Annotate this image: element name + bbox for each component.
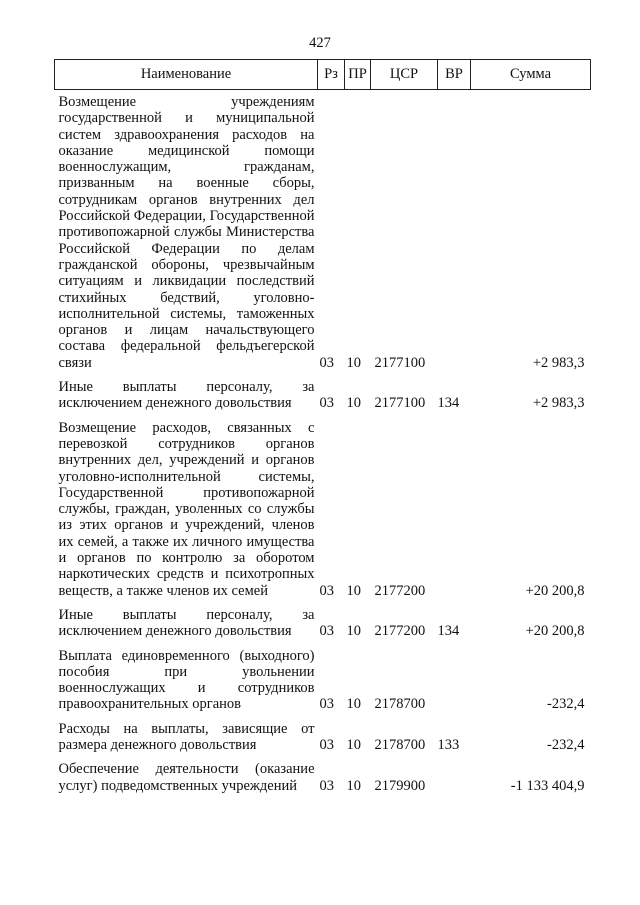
row-vr (438, 412, 471, 599)
row-rz: 03 (319, 696, 334, 713)
table-row (55, 599, 591, 640)
row-name: Иные выплаты персоналу, за исключением денежного довольствия (58, 379, 315, 412)
row-csr: 2179900 (374, 777, 426, 794)
row-pr: 10 (346, 623, 361, 640)
row-csr: 2177200 (374, 582, 426, 599)
row-pr: 10 (346, 736, 361, 753)
header-vr: ВР (438, 60, 471, 90)
row-vr: 134 (437, 395, 460, 412)
header-rz: Рз (318, 60, 345, 90)
header-csr: ЦСР (371, 60, 438, 90)
header-name: Наименование (55, 60, 318, 90)
row-sum: +20 200,8 (525, 582, 585, 599)
header-row (55, 60, 591, 90)
row-rz: 03 (319, 582, 334, 599)
row-pr: 10 (346, 777, 361, 794)
row-name: Обеспечение деятельности (оказание услуг) подведомственных учреждений (58, 761, 315, 794)
row-vr (438, 90, 471, 372)
table-row (55, 412, 591, 599)
row-sum: +20 200,8 (525, 623, 585, 640)
row-csr: 2178700 (374, 736, 426, 753)
row-rz: 03 (319, 395, 334, 412)
row-rz: 03 (319, 736, 334, 753)
row-name: Расходы на выплаты, зависящие от размера денежного довольствия (58, 720, 315, 753)
row-vr (438, 753, 471, 794)
row-name: Возмещение учреждениям государственной и муниципальной систем здравоохранения расходов на оказание медицинской помощи военнослужащим, гражданам, призванным на военные сборы, сотрудникам органов внутренних дел Российской Федерации, Государственной противопожарной службы Министерства Российской Федерации по делам гражданской обороны, чрезвычайным ситуациям и ликвидации последствий стихийных бедствий, уголовно-исполнительной системы, таможенных органов и лицам начальствующего состава федеральной фельдъегерской связи (58, 94, 315, 371)
row-rz: 03 (319, 354, 334, 371)
row-name: Возмещение расходов, связанных с перевозкой сотрудников органов внутренних дел, учреждений и органов уголовно-исполнительной системы, Государственной противопожарной службы, граждан, уволенных со службы из этих органов и учреждений, членов их семей, а также их личного имущества и органов по контролю за оборотом наркотических средств и психотропных веществ, а также членов их семей (58, 419, 315, 599)
table-body (55, 90, 591, 794)
row-rz: 03 (319, 777, 334, 794)
row-sum: -232,4 (547, 736, 585, 753)
budget-table (54, 59, 591, 794)
row-vr: 133 (437, 736, 460, 753)
row-sum: +2 983,3 (532, 354, 585, 371)
row-csr: 2178700 (374, 696, 426, 713)
table-header (55, 60, 591, 90)
table-row (55, 90, 591, 372)
row-sum: +2 983,3 (532, 395, 585, 412)
row-name: Иные выплаты персоналу, за исключением денежного довольствия (58, 606, 315, 640)
row-rz: 03 (319, 623, 334, 640)
page-number: 427 (309, 35, 331, 51)
header-pr: ПР (345, 60, 371, 90)
row-csr: 2177100 (374, 395, 426, 412)
row-pr: 10 (346, 582, 361, 599)
row-pr: 10 (346, 354, 361, 371)
row-sum: -1 133 404,9 (510, 777, 585, 794)
row-csr: 2177200 (374, 623, 426, 640)
row-vr (438, 640, 471, 713)
table-row (55, 753, 591, 794)
row-pr: 10 (346, 395, 361, 412)
table-row (55, 713, 591, 754)
row-name: Выплата единовременного (выходного) пособия при увольнении военнослужащих и сотрудников правоохранительных органов (58, 647, 315, 713)
table-row (55, 640, 591, 713)
table-row (55, 371, 591, 412)
row-csr: 2177100 (374, 354, 426, 371)
row-sum: -232,4 (547, 696, 585, 713)
header-sum: Сумма (471, 60, 591, 90)
row-vr: 134 (437, 623, 460, 640)
row-pr: 10 (346, 696, 361, 713)
